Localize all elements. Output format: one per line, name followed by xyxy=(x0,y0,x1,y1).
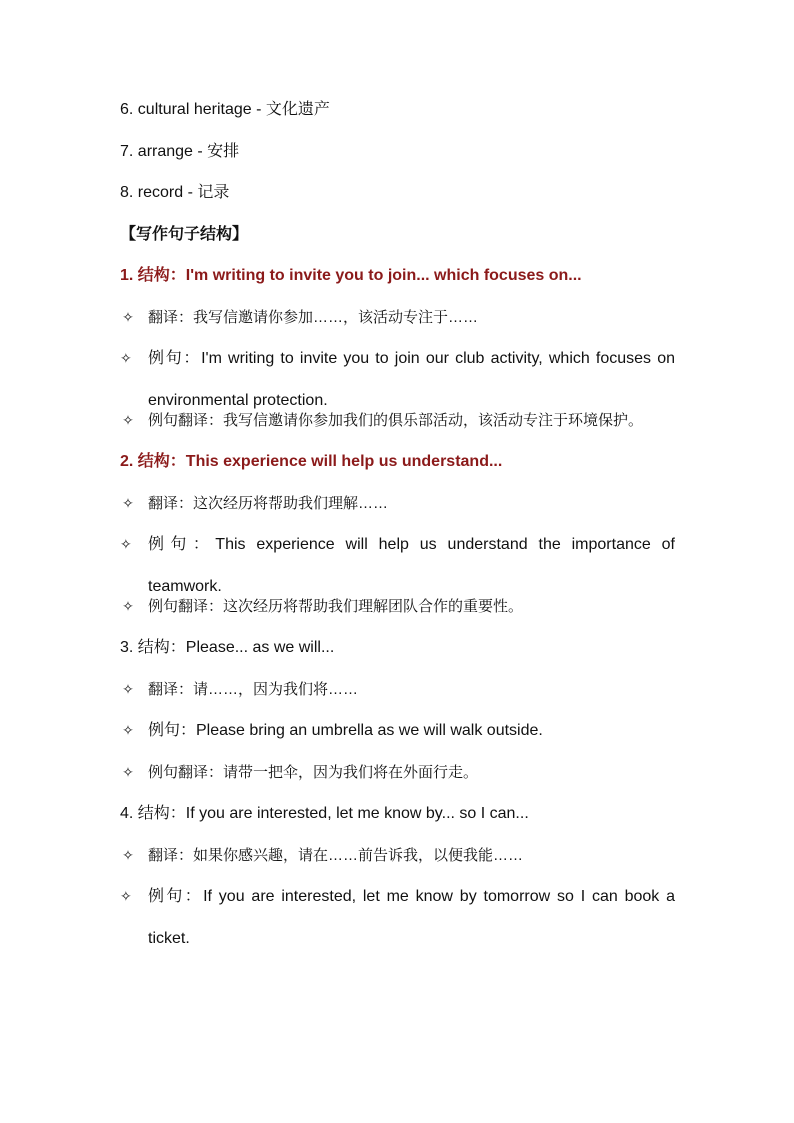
example-translation-item xyxy=(120,763,675,805)
example-text: 例句：This experience will help us understand the importance of teamwork. xyxy=(148,536,675,595)
star-bullet-icon: ✧ xyxy=(122,309,134,326)
example-translation-text: 例句翻译：我写信邀请你参加我们的俱乐部活动，该活动专注于环境保护。 xyxy=(148,411,644,429)
star-bullet-icon: ✧ xyxy=(122,764,134,781)
example-translation-item xyxy=(120,597,675,639)
vocab-separator: - xyxy=(192,142,208,160)
star-bullet-icon: ✧ xyxy=(120,537,132,553)
vocab-number: 7. xyxy=(120,142,134,160)
vocab-number: 8. xyxy=(120,184,134,201)
vocab-item xyxy=(120,183,675,225)
vocab-item xyxy=(120,100,675,142)
vocab-number: 6. xyxy=(120,101,134,118)
example-item xyxy=(120,524,675,607)
structure-heading: 2. 结构：This experience will help us understand... xyxy=(120,453,503,470)
star-bullet-icon: ✧ xyxy=(122,412,134,429)
vocab-english: record xyxy=(137,184,184,201)
vocab-item xyxy=(120,142,675,184)
star-bullet-icon: ✧ xyxy=(122,598,134,615)
vocab-chinese: 记录 xyxy=(197,184,230,201)
example-item xyxy=(120,338,675,421)
translation-text: 翻译：如果你感兴趣，请在……前告诉我，以便我能…… xyxy=(148,846,524,864)
vocab-english: cultural heritage xyxy=(137,101,252,118)
structure-heading: 4. 结构：If you are interested, let me know by... so I can... xyxy=(120,805,529,822)
star-bullet-icon: ✧ xyxy=(122,681,134,698)
section-title: 【写作句子结构】 xyxy=(120,225,249,243)
star-bullet-icon: ✧ xyxy=(120,889,132,905)
star-bullet-icon: ✧ xyxy=(122,723,134,739)
vocab-english: arrange xyxy=(137,142,193,160)
vocab-separator: - xyxy=(251,101,266,118)
translation-text: 翻译：我写信邀请你参加……，该活动专注于…… xyxy=(148,308,479,326)
translation-text: 翻译：这次经历将帮助我们理解…… xyxy=(148,494,389,512)
structure-heading: 3. 结构：Please... as we will... xyxy=(120,639,335,656)
vocab-chinese: 安排 xyxy=(207,142,240,160)
example-translation-item xyxy=(120,411,675,453)
document-page xyxy=(120,100,675,949)
structure-heading: 1. 结构：I'm writing to invite you to join... which focuses on... xyxy=(120,267,582,284)
example-translation-text: 例句翻译：请带一把伞，因为我们将在外面行走。 xyxy=(148,763,479,781)
star-bullet-icon: ✧ xyxy=(122,847,134,864)
example-item xyxy=(120,721,675,763)
star-bullet-icon: ✧ xyxy=(122,495,134,512)
example-translation-text: 例句翻译：这次经历将帮助我们理解团队合作的重要性。 xyxy=(148,597,524,615)
vocab-chinese: 文化遗产 xyxy=(265,101,330,118)
translation-item xyxy=(120,680,675,722)
example-text: 例句：Please bring an umbrella as we will walk outside. xyxy=(148,722,543,739)
example-item xyxy=(120,876,675,959)
translation-text: 翻译：请……，因为我们将…… xyxy=(148,680,359,698)
example-text: 例句：If you are interested, let me know by tomorrow so I can book a ticket. xyxy=(148,888,675,947)
vocab-separator: - xyxy=(183,184,198,201)
example-text: 例句：I'm writing to invite you to join our club activity, which focuses on environmental protection. xyxy=(148,350,675,409)
star-bullet-icon: ✧ xyxy=(120,351,132,367)
